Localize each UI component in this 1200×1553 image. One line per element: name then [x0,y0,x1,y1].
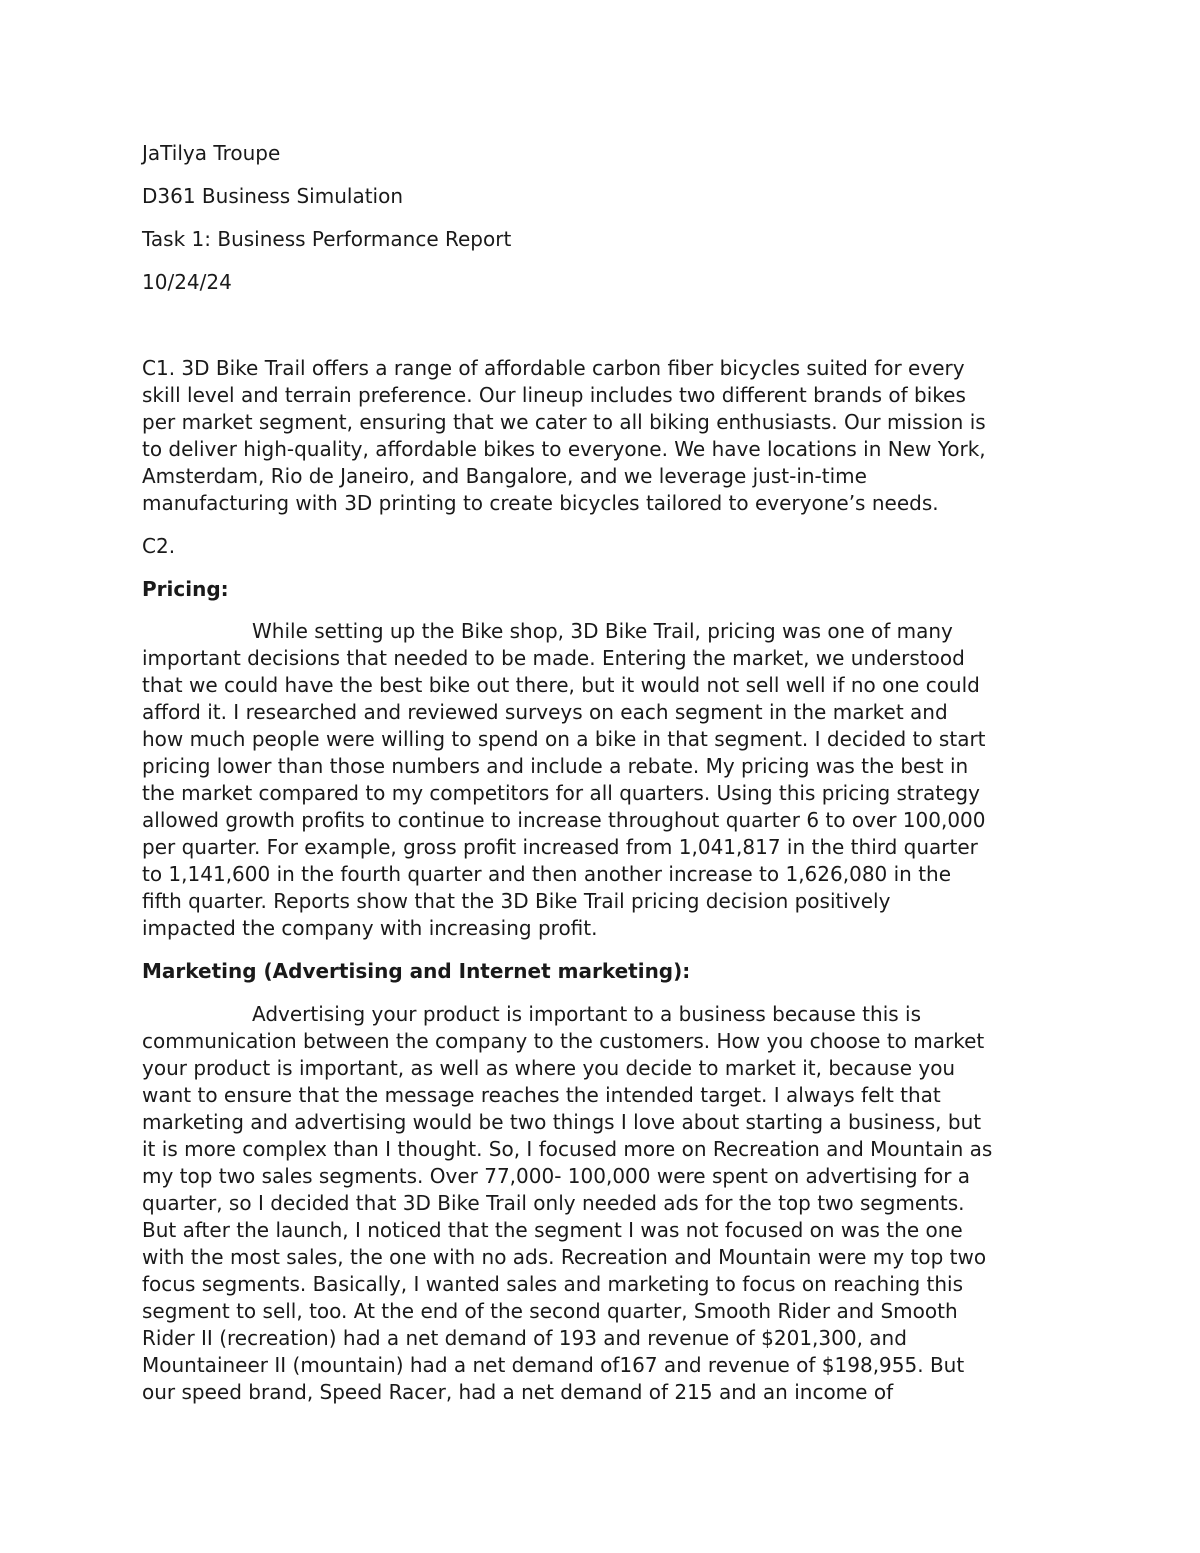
marketing-line: quarter, so I decided that 3D Bike Trail only needed ads for the top two segments. [142,1191,965,1215]
course-title: D361 Business Simulation [142,184,404,208]
marketing-heading: Marketing (Advertising and Internet marketing): [142,959,691,983]
marketing-line: Mountaineer II (mountain) had a net demand of167 and revenue of $198,955. But [142,1353,965,1377]
pricing-line: to 1,141,600 in the fourth quarter and then another increase to 1,626,080 in the [142,862,952,886]
marketing-line: Rider II (recreation) had a net demand of 193 and revenue of $201,300, and [142,1326,907,1350]
marketing-line: want to ensure that the message reaches the intended target. I always felt that [142,1083,941,1107]
marketing-line: my top two sales segments. Over 77,000- 100,000 were spent on advertising for a [142,1164,971,1188]
pricing-line: per quarter. For example, gross profit increased from 1,041,817 in the third quarter [142,835,978,859]
pricing-paragraph [142,618,986,942]
marketing-line: communication between the company to the customers. How you choose to market [142,1029,985,1053]
pricing-line: fifth quarter. Reports show that the 3D Bike Trail pricing decision positively [142,889,891,913]
c1-line: C1. 3D Bike Trail offers a range of affordable carbon fiber bicycles suited for every [142,356,965,380]
marketing-paragraph [142,1001,992,1406]
report-date: 10/24/24 [142,270,232,294]
pricing-line: impacted the company with increasing profit. [142,916,598,940]
marketing-line: with the most sales, the one with no ads. Recreation and Mountain were my top two [142,1245,987,1269]
marketing-line: your product is important, as well as where you decide to market it, because you [142,1056,956,1080]
pricing-line: the market compared to my competitors for all quarters. Using this pricing strategy [142,781,980,805]
pricing-line: that we could have the best bike out there, but it would not sell well if no one could [142,673,980,697]
pricing-line: allowed growth profits to continue to increase throughout quarter 6 to over 100,000 [142,808,986,832]
pricing-line: important decisions that needed to be made. Entering the market, we understood [142,646,965,670]
pricing-line: pricing lower than those numbers and include a rebate. My pricing was the best in [142,754,969,778]
c1-line: manufacturing with 3D printing to create bicycles tailored to everyone’s needs. [142,491,939,515]
pricing-line: afford it. I researched and reviewed surveys on each segment in the market and [142,700,948,724]
pricing-line: how much people were willing to spend on a bike in that segment. I decided to start [142,727,986,751]
marketing-line: Advertising your product is important to a business because this is [252,1002,922,1026]
author-name: JaTilya Troupe [142,141,281,165]
marketing-line: But after the launch, I noticed that the segment I was not focused on was the one [142,1218,963,1242]
c1-line: to deliver high-quality, affordable bikes to everyone. We have locations in New York, [142,437,986,461]
marketing-line: marketing and advertising would be two things I love about starting a business, but [142,1110,982,1134]
marketing-line: it is more complex than I thought. So, I focused more on Recreation and Mountain as [142,1137,993,1161]
pricing-line: While setting up the Bike shop, 3D Bike Trail, pricing was one of many [252,619,953,643]
c1-paragraph [142,355,986,517]
pricing-heading: Pricing: [142,577,229,601]
c1-line: skill level and terrain preference. Our lineup includes two different brands of bikes [142,383,966,407]
marketing-line: our speed brand, Speed Racer, had a net demand of 215 and an income of [142,1380,894,1404]
c1-line: per market segment, ensuring that we cater to all biking enthusiasts. Our mission is [142,410,986,434]
task-title: Task 1: Business Performance Report [142,227,512,251]
marketing-line: focus segments. Basically, I wanted sales and marketing to focus on reaching this [142,1272,963,1296]
marketing-line: segment to sell, too. At the end of the second quarter, Smooth Rider and Smooth [142,1299,958,1323]
c2-label: C2. [142,534,176,558]
c1-line: Amsterdam, Rio de Janeiro, and Bangalore, and we leverage just-in-time [142,464,867,488]
